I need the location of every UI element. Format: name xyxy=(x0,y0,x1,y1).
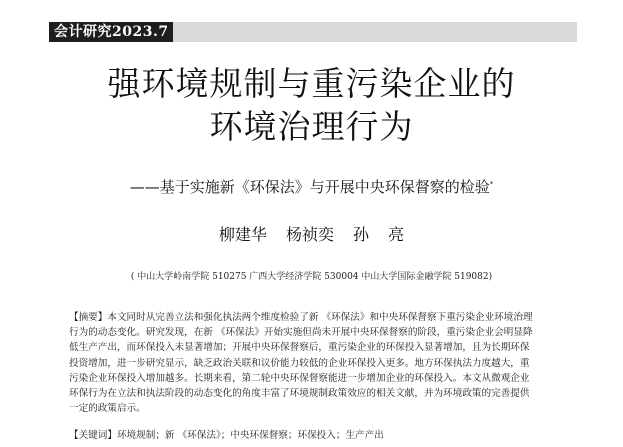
abstract-line: 低生产产出，而环保投入未显著增加；开展中央环保督察后，重污染企业的环保投入显著增加，且为长期环保 xyxy=(69,342,530,354)
subtitle-footnote-mark: * xyxy=(489,180,494,188)
abstract-label: 【摘要】 xyxy=(69,312,108,323)
abstract xyxy=(69,310,559,416)
keywords-label: 【关键词】 xyxy=(69,430,117,441)
article-subtitle xyxy=(0,174,623,197)
affiliations: ( 中山大学岭南学院 510275 广西大学经济学院 530004 中山大学国际金融学院 519082) xyxy=(130,272,493,282)
abstract-line: 投资增加，进一步研究显示，缺乏政治关联和议价能力较低的企业环保投入更多。地方环保执法力度越大，重 xyxy=(69,357,530,369)
article-title-line-1: 强环境规制与重污染企业的 xyxy=(107,64,516,103)
abstract-line: 环保行为在立法和执法阶段的动态变化的角度丰富了环境规制政策效应的相关文献，并为环境政策的完善提供 xyxy=(69,388,530,400)
abstract-line: 行为的动态变化。研究发现，在新 《环保法》开始实施但尚未开展中央环保督察的阶段，重污染企业会明显降 xyxy=(69,327,533,339)
article-title-line-2: 环境治理行为 xyxy=(209,107,414,146)
keywords xyxy=(69,428,559,443)
abstract-line xyxy=(69,310,559,325)
journal-tag: 会计研究2023.7 xyxy=(49,22,173,42)
abstract-line: 一定的政策启示。 xyxy=(69,403,146,415)
authors: 柳建华 杨祯奕 孙 亮 xyxy=(218,225,405,244)
subtitle-text: ——基于实施新《环保法》与开展中央环保督察的检验 xyxy=(129,178,490,196)
keywords-text: 环境规制；新 《环保法》；中央环保督察；环保投入；生产产出 xyxy=(116,430,384,441)
abstract-line-text: 本文同时从完善立法和强化执法两个维度检验了新 《环保法》和中央环保督察下重污染企业环境治理 xyxy=(107,312,533,323)
abstract-line: 污染企业环保投入增加越多。长期来看，第二轮中央环保督察能进一步增加企业的环保投入。本文从微观企业 xyxy=(69,372,530,384)
